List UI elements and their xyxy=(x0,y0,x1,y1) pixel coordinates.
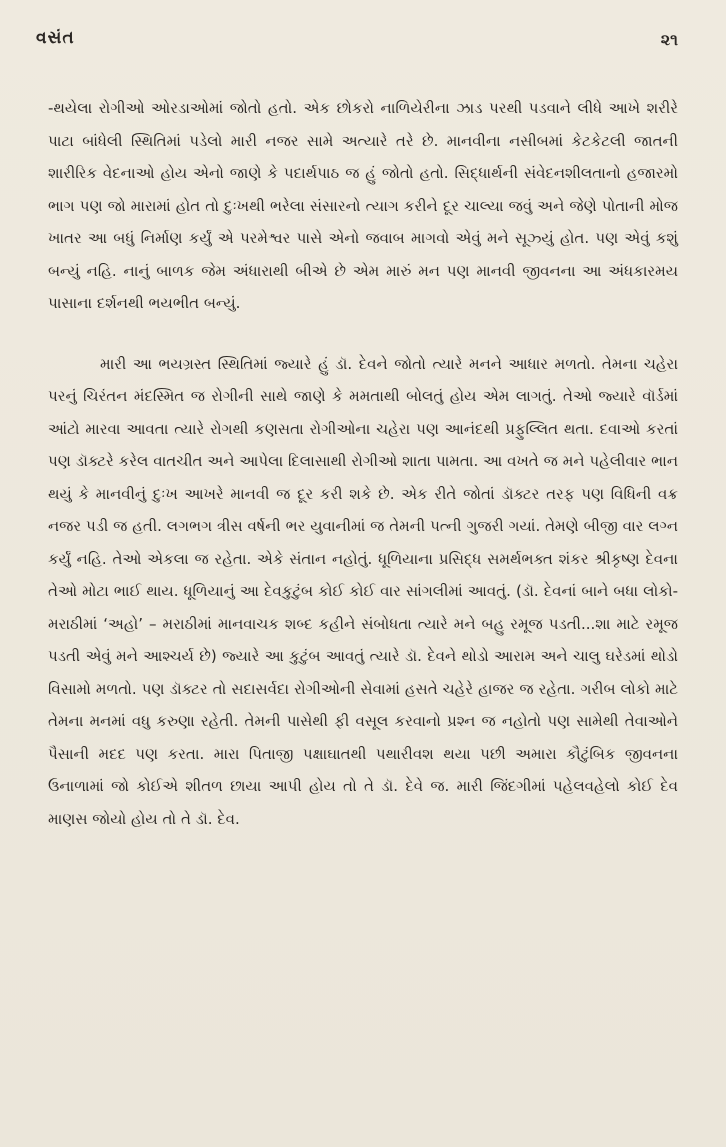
body-text xyxy=(48,92,678,835)
page-number: ૨૧ xyxy=(660,30,678,49)
paragraph: -થયેલા રોગીઓ ઓરડાઓમાં જોતો હતો. એક છોકરો નાળિયેરીના ઝાડ પરથી પડવાને લીધે આખે શરીરે પાટા બાંધેલી સ્થિતિમાં પડેલો મારી નજર સામે અત્યારે તરે છે. માનવીના નસીબમાં કેટકેટલી જાતની શારીરિક વેદનાઓ હોય એનો જાણે કે પદાર્થપાઠ જ હું જોતો હતો. સિદ્ધાર્થની સંવેદનશીલતાનો હજારમો ભાગ પણ જો મારામાં હોત તો દુઃખથી ભરેલા સંસારનો ત્યાગ કરીને દૂર ચાલ્યા જવું અને જેણે પોતાની મોજ ખાતર આ બધું નિર્માણ કર્યું એ પરમેશ્વર પાસે એનો જવાબ માગવો એવું મને સૂઝ્યું હોત. પણ એવું કશું બન્યું નહિ. નાનું બાળક જેમ અંધારાથી બીએ છે એમ મારું મન પણ માનવી જીવનના આ અંધકારમય પાસાના દર્શનથી ભયભીત બન્યું. xyxy=(48,99,678,312)
paragraph: મારી આ ભયગ્રસ્ત સ્થિતિમાં જ્યારે હું ડૉ. દેવને જોતો ત્યારે મનને આધાર મળતો. તેમના ચહેરા પરનું ચિરંતન મંદસ્મિત જ રોગીની સાથે જાણે કે મમતાથી બોલતું હોય એમ લાગતું. તેઓ જ્યારે વૉર્ડમાં આંટો મારવા આવતા ત્યારે રોગથી કણસતા રોગીઓના ચહેરા પણ આનંદથી પ્રફુલ્લિત થતા. દવાઓ કરતાં પણ ડૉક્ટરે કરેલ વાતચીત અને આપેલા દિલાસાથી રોગીઓ શાતા પામતા. આ વખતે જ મને પહેલીવાર ભાન થયું કે માનવીનું દુઃખ આખરે માનવી જ દૂર કરી શકે છે. એક રીતે જોતાં ડૉક્ટર તરફ પણ વિધિની વક્ર નજર પડી જ હતી. લગભગ ત્રીસ વર્ષની ભર યુવાનીમાં જ તેમની પત્ની ગુજરી ગયાં. તેમણે બીજી વાર લગ્ન કર્યું નહિ. તેઓ એકલા જ રહેતા. એકે સંતાન નહોતું. ધૂળિયાના પ્રસિદ્ધ સમર્થભક્ત શંકર શ્રીકૃષ્ણ દેવના તેઓ મોટા ભાઈ થાય. ધૂળિયાનું આ દેવકુટુંબ કોઈ કોઈ વાર સાંગલીમાં આવતું. (ડૉ. દેવનાં બાને બધા લોકો-મરાઠીમાં ‘અહો’ – મરાઠીમાં માનવાચક શબ્દ કહીને સંબોધતા ત્યારે મને બહુ રમૂજ પડતી...શા માટે રમૂજ પડતી એવું મને આશ્ચર્ય છે) જ્યારે આ કુટુંબ આવતું ત્યારે ડૉ. દેવને થોડો આરામ અને ચાલુ ઘરેડમાં થોડો વિસામો મળતો. પણ ડૉક્ટર તો સદાસર્વદા રોગીઓની સેવામાં હસતે ચહેરે હાજર જ રહેતા. ગરીબ લોકો માટે તેમના મનમાં વધુ કરુણા રહેતી. તેમની પાસેથી ફી વસૂલ કરવાનો પ્રશ્ન જ નહોતો પણ સામેથી તેવાઓને પૈસાની મદદ પણ કરતા. મારા પિતાજી પક્ષાઘાતથી પથારીવશ થયા પછી અમારા કૌટુંબિક જીવનના ઉનાળામાં જો કોઈએ શીતળ છાયા આપી હોય તો તે ડૉ. દેવે જ. મારી જિંદગીમાં પહેલવહેલો કોઈ દેવ માણસ જોયો હોય તો તે ડૉ. દેવ. xyxy=(48,354,678,828)
running-head: વસંત xyxy=(36,28,75,48)
